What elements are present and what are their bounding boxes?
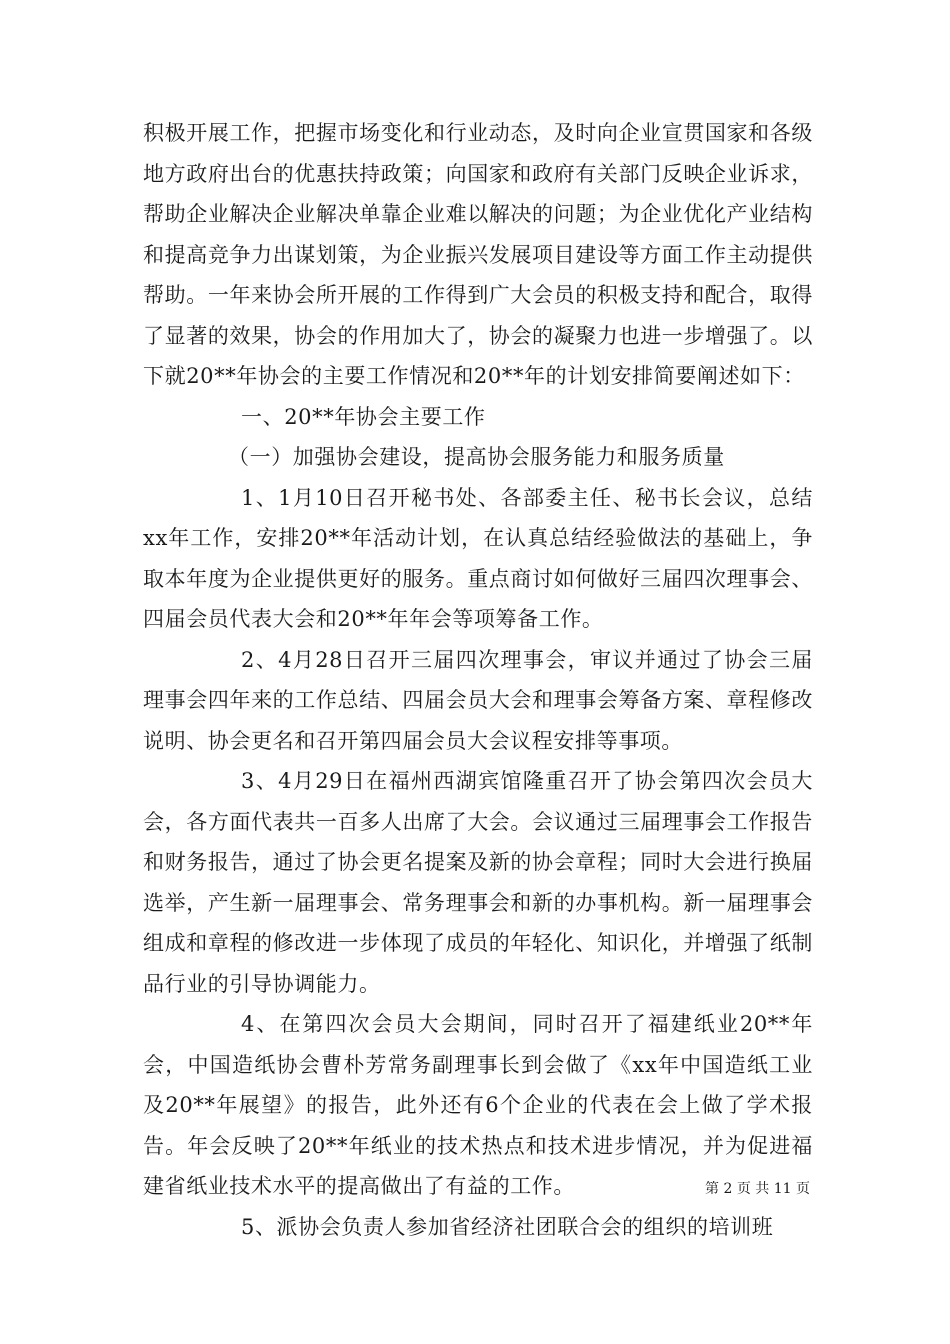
paragraph-intro: 积极开展工作，把握市场变化和行业动态，及时向企业宣贯国家和各级地方政府出台的优惠扶持政策；向国家和政府有关部门反映企业诉求，帮助企业解决企业解决单靠企业难以解决的问题；为企业优化产业结构和提高竞争力出谋划策，为企业振兴发展项目建设等方面工作主动提供帮助。一年来协会所开展的工作得到广大会员的积极支持和配合，取得了显著的效果，协会的作用加大了，协会的凝聚力也进一步增强了。以下就20**年协会的主要工作情况和20**年的计划安排简要阐述如下： bbox=[143, 121, 813, 388]
paragraph-item-1: 1、1月10日召开秘书处、各部委主任、秘书长会议，总结xx年工作，安排20**年活动计划，在认真总结经验做法的基础上，争取本年度为企业提供更好的服务。重点商讨如何做好三届四次理事会、四届会员代表大会和20**年年会等项筹备工作。 bbox=[143, 485, 813, 631]
paragraph-item-3: 3、4月29日在福州西湖宾馆隆重召开了协会第四次会员大会，各方面代表共一百多人出席了大会。会议通过三届理事会工作报告和财务报告，通过了协会更名提案及新的协会章程；同时大会进行换届选举，产生新一届理事会、常务理事会和新的办事机构。新一届理事会组成和章程的修改进一步体现了成员的年轻化、知识化，并增强了纸制品行业的引导协调能力。 bbox=[143, 769, 813, 996]
paragraph-item-5: 5、派协会负责人参加省经济社团联合会的组织的培训班 bbox=[241, 1214, 774, 1239]
paragraph-item-2: 2、4月28日召开三届四次理事会，审议并通过了协会三届理事会四年来的工作总结、四届会员大会和理事会筹备方案、章程修改说明、协会更名和召开第四届会员大会议程安排等事项。 bbox=[143, 647, 813, 753]
document-body bbox=[143, 113, 813, 1247]
paragraph-item-4: 4、在第四次会员大会期间，同时召开了福建纸业20**年会，中国造纸协会曹朴芳常务副理事长到会做了《xx年中国造纸工业及20**年展望》的报告，此外还有6个企业的代表在会上做了学术报告。年会反映了20**年纸业的技术热点和技术进步情况，并为促进福建省纸业技术水平的提高做出了有益的工作。 bbox=[143, 1012, 813, 1198]
page-number-footer: 第 2 页 共 11 页 bbox=[705, 1181, 810, 1197]
subsection-heading: （一）加强协会建设，提高协会服务能力和服务质量 bbox=[228, 445, 725, 469]
section-heading: 一、20**年协会主要工作 bbox=[241, 404, 486, 429]
